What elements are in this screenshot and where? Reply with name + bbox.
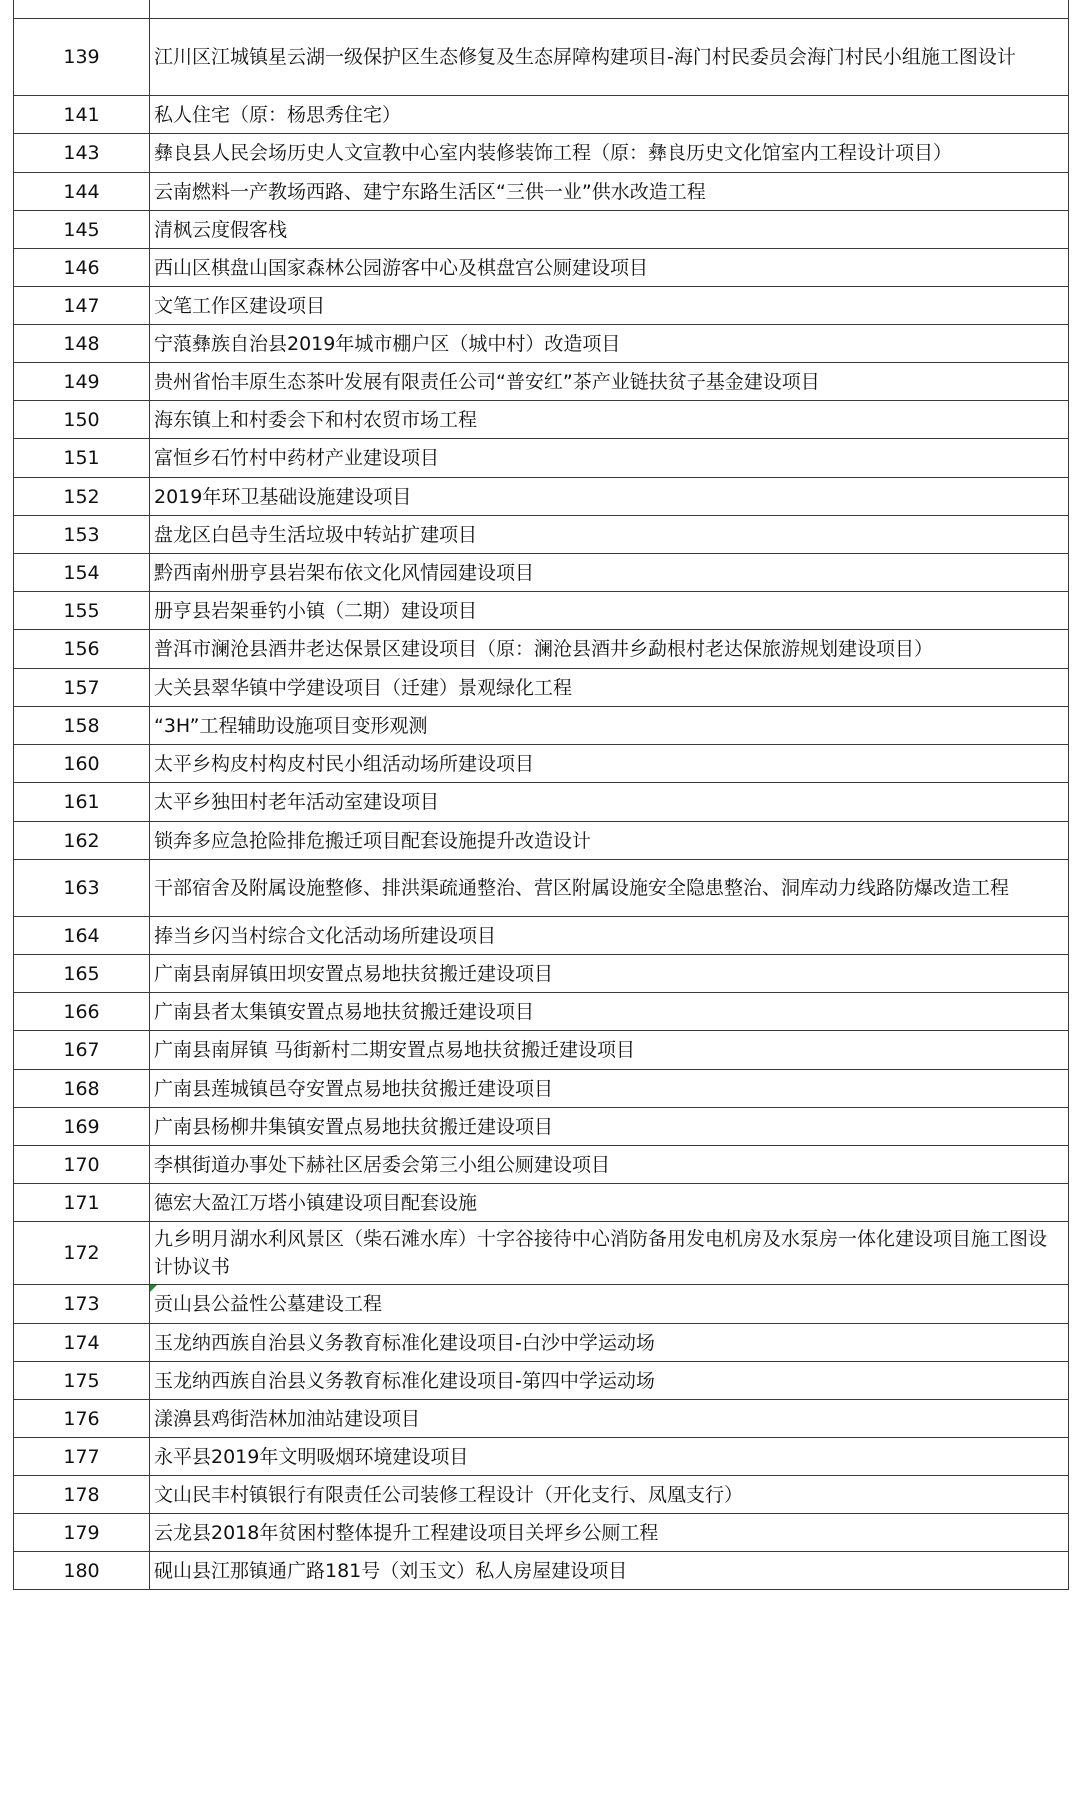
table-row [14,1476,1069,1514]
project-name-cell[interactable] [150,401,1069,439]
row-number-cell[interactable] [14,955,150,993]
row-number: 152 [63,485,100,508]
row-number: 153 [63,523,100,546]
row-number: 143 [63,142,100,164]
project-name: 云南燃料一产教场西路、建宁东路生活区“三供一业”供水改造工程 [154,180,706,203]
project-name-cell[interactable] [150,249,1069,287]
row-number-cell[interactable] [14,173,150,211]
table-row [14,439,1069,478]
project-name: 砚山县江那镇通广路181号（刘玉文）私人房屋建设项目 [154,1559,628,1582]
row-number-cell[interactable] [14,1362,150,1400]
project-name-cell[interactable] [150,1324,1069,1362]
row-number: 160 [63,752,100,775]
table-row [14,1324,1069,1362]
table-row [14,669,1069,707]
project-name: 贵州省怡丰原生态茶叶发展有限责任公司“普安红”茶产业链扶贫子基金建设项目 [154,370,820,393]
row-number-cell[interactable] [14,211,150,249]
row-number-cell[interactable] [14,478,150,516]
row-number: 161 [63,791,100,813]
row-number-cell[interactable] [14,993,150,1031]
project-name: 私人住宅（原：杨思秀住宅） [154,103,402,126]
project-name-cell[interactable] [150,516,1069,554]
project-name-cell[interactable] [150,1222,1069,1285]
project-name-cell[interactable] [150,554,1069,592]
project-name: 清枫云度假客栈 [154,218,288,241]
project-name: 大关县翠华镇中学建设项目（迁建）景观绿化工程 [154,676,573,699]
table-row [14,401,1069,439]
table-row [14,325,1069,363]
row-number-cell[interactable] [14,707,150,745]
project-table-body [14,0,1069,1590]
project-name-cell[interactable] [150,860,1069,917]
table-row [14,249,1069,287]
row-number: 175 [63,1369,100,1392]
project-name-cell[interactable] [150,439,1069,478]
project-name-cell[interactable] [150,1108,1069,1146]
row-number: 139 [63,46,100,68]
project-name-cell[interactable] [150,669,1069,707]
project-name: 广南县莲城镇邑夺安置点易地扶贫搬迁建设项目 [154,1077,554,1100]
row-number: 167 [63,1039,100,1061]
table-row [14,993,1069,1031]
row-number: 149 [63,370,100,393]
row-number-cell[interactable] [14,1184,150,1222]
row-number-cell[interactable] [14,1476,150,1514]
project-table [13,0,1069,1590]
project-name: 2019年环卫基础设施建设项目 [154,485,412,508]
project-name-cell[interactable] [150,1070,1069,1108]
table-row [14,630,1069,669]
row-number: 156 [63,638,100,660]
row-number-cell[interactable] [14,287,150,325]
project-name-cell[interactable] [150,592,1069,630]
row-number: 166 [63,1000,100,1023]
project-name-cell[interactable] [150,1031,1069,1070]
project-name: “3H”工程辅助设施项目变形观测 [154,714,428,737]
row-number-cell[interactable] [14,96,150,134]
row-number-cell[interactable] [14,325,150,363]
row-number-cell[interactable] [14,783,150,822]
row-number: 158 [63,714,100,737]
table-row [14,1146,1069,1184]
table-row [14,173,1069,211]
project-name: 富恒乡石竹村中药材产业建设项目 [154,447,440,469]
row-number-cell[interactable] [14,1438,150,1476]
row-number: 145 [63,218,100,241]
row-number-cell[interactable] [14,1324,150,1362]
project-name-cell[interactable] [150,993,1069,1031]
row-number: 173 [63,1293,100,1315]
row-number: 178 [63,1483,100,1506]
project-name-cell[interactable] [150,1362,1069,1400]
table-row [14,478,1069,516]
row-number-cell[interactable] [14,1222,150,1285]
project-name-cell[interactable] [150,211,1069,249]
project-name: 普洱市澜沧县酒井老达保景区建设项目（原：澜沧县酒井乡勐根村老达保旅游规划建设项目） [154,638,934,660]
row-number: 169 [63,1115,100,1138]
project-name: 宁蒗彝族自治县2019年城市棚户区（城中村）改造项目 [154,332,621,355]
row-number-cell[interactable] [14,1031,150,1070]
row-number: 174 [63,1331,100,1354]
row-number: 141 [63,103,100,126]
table-row [14,1552,1069,1590]
row-number: 150 [63,408,100,431]
row-number: 171 [63,1191,100,1214]
row-number: 155 [63,599,100,622]
row-number-cell[interactable] [14,917,150,955]
row-number-cell[interactable] [14,1285,150,1324]
row-number: 164 [63,924,100,947]
row-number: 168 [63,1077,100,1100]
table-row [14,592,1069,630]
row-number: 180 [63,1559,100,1582]
table-row [14,1362,1069,1400]
table-row [14,1070,1069,1108]
row-number-cell[interactable] [14,0,150,19]
project-name-cell[interactable] [150,1146,1069,1184]
row-number-cell[interactable] [14,439,150,478]
table-row [14,955,1069,993]
project-name-cell[interactable] [150,822,1069,860]
row-number-cell[interactable] [14,745,150,783]
project-name: 永平县2019年文明吸烟环境建设项目 [154,1445,469,1468]
project-name-cell[interactable] [150,917,1069,955]
row-number-cell[interactable] [14,860,150,917]
table-row [14,1031,1069,1070]
project-name: 黔西南州册亨县岩架布依文化风情园建设项目 [154,561,535,584]
project-name: 册亨县岩架垂钓小镇（二期）建设项目 [154,599,478,622]
row-number-cell[interactable] [14,19,150,96]
table-row [14,917,1069,955]
project-name-cell[interactable] [150,0,1069,19]
row-number-cell[interactable] [14,822,150,860]
row-number: 144 [63,180,100,203]
project-name-cell[interactable] [150,134,1069,173]
project-name-cell[interactable] [150,1400,1069,1438]
row-number: 162 [63,829,100,852]
row-number-cell[interactable] [14,1146,150,1184]
project-name-cell[interactable] [150,325,1069,363]
project-name: 广南县者太集镇安置点易地扶贫搬迁建设项目 [154,1000,535,1023]
project-name-cell[interactable] [150,287,1069,325]
row-number-cell[interactable] [14,1552,150,1590]
project-name-cell[interactable] [150,630,1069,669]
table-row [14,363,1069,401]
row-number-cell[interactable] [14,1514,150,1552]
project-name-cell[interactable] [150,1552,1069,1590]
row-number: 172 [63,1242,100,1264]
table-row [14,211,1069,249]
row-number-cell[interactable] [14,592,150,630]
row-number-cell[interactable] [14,249,150,287]
table-row [14,19,1069,96]
project-name: 德宏大盈江万塔小镇建设项目配套设施 [154,1191,478,1214]
project-name: 云龙县2018年贫困村整体提升工程建设项目关坪乡公厕工程 [154,1521,659,1544]
table-row [14,745,1069,783]
table-row [14,860,1069,917]
project-name: 锁奔多应急抢险排危搬迁项目配套设施提升改造设计 [154,829,592,852]
project-name: 太平乡独田村老年活动室建设项目 [154,791,440,813]
project-name: 广南县南屏镇田坝安置点易地扶贫搬迁建设项目 [154,962,554,985]
row-number: 148 [63,332,100,355]
row-number: 177 [63,1445,100,1468]
project-name-cell[interactable] [150,96,1069,134]
row-number-cell[interactable] [14,1070,150,1108]
project-name: 江川区江城镇星云湖一级保护区生态修复及生态屏障构建项目-海门村民委员会海门村民小组施工图设计 [154,46,1016,68]
project-name: 文笔工作区建设项目 [154,294,326,317]
table-row [14,96,1069,134]
row-number: 146 [63,256,100,279]
table-row [14,822,1069,860]
table-row [14,707,1069,745]
row-number-cell[interactable] [14,363,150,401]
project-name: 海东镇上和村委会下和村农贸市场工程 [154,408,478,431]
project-name: 彝良县人民会场历史人文宣教中心室内装修装饰工程（原：彝良历史文化馆室内工程设计项目） [154,142,953,164]
table-row [14,1438,1069,1476]
row-number-cell[interactable] [14,134,150,173]
table-row [14,554,1069,592]
table-row [14,134,1069,173]
project-name: 漾濞县鸡街浩林加油站建设项目 [154,1407,421,1430]
row-number: 170 [63,1153,100,1176]
project-name-cell[interactable] [150,707,1069,745]
row-number: 176 [63,1407,100,1430]
project-name: 太平乡构皮村构皮村民小组活动场所建设项目 [154,752,535,775]
row-number-cell[interactable] [14,1400,150,1438]
cell-comment-marker-icon [150,1285,157,1292]
project-name: 李棋街道办事处下赫社区居委会第三小组公厕建设项目 [154,1153,611,1176]
project-name: 广南县南屏镇 马街新村二期安置点易地扶贫搬迁建设项目 [154,1039,636,1061]
table-row [14,1285,1069,1324]
project-name-cell[interactable] [150,1476,1069,1514]
project-name: 捧当乡闪当村综合文化活动场所建设项目 [154,924,497,947]
row-number: 154 [63,561,100,584]
table-row [14,287,1069,325]
row-number-cell[interactable] [14,516,150,554]
table-row [14,1514,1069,1552]
row-number-cell[interactable] [14,401,150,439]
row-number-cell[interactable] [14,1108,150,1146]
row-number: 165 [63,962,100,985]
project-name-cell[interactable] [150,19,1069,96]
project-name-cell[interactable] [150,363,1069,401]
project-name-cell[interactable] [150,1184,1069,1222]
table-row [14,1400,1069,1438]
table-row [14,516,1069,554]
project-name: 贡山县公益性公墓建设工程 [154,1293,383,1315]
table-row [14,0,1069,19]
project-name: 干部宿舍及附属设施整修、排洪渠疏通整治、营区附属设施安全隐患整治、洞库动力线路防爆改造工程 [154,877,1010,899]
table-row [14,1108,1069,1146]
project-name-cell[interactable] [150,955,1069,993]
project-name-cell[interactable] [150,173,1069,211]
table-row [14,1184,1069,1222]
project-name-cell[interactable] [150,1438,1069,1476]
project-name-cell[interactable] [150,1514,1069,1552]
table-row [14,783,1069,822]
project-name-cell[interactable] [150,783,1069,822]
row-number: 147 [63,294,100,317]
project-name: 玉龙纳西族自治县义务教育标准化建设项目-第四中学运动场 [154,1369,655,1392]
table-row [14,1222,1069,1285]
project-name-cell[interactable] [150,478,1069,516]
row-number-cell[interactable] [14,669,150,707]
project-name: 广南县杨柳井集镇安置点易地扶贫搬迁建设项目 [154,1115,554,1138]
project-name-cell[interactable] [150,1285,1069,1324]
row-number: 163 [63,877,100,899]
row-number: 157 [63,676,100,699]
project-name: 盘龙区白邑寺生活垃圾中转站扩建项目 [154,523,478,546]
project-name: 玉龙纳西族自治县义务教育标准化建设项目-白沙中学运动场 [154,1331,655,1354]
project-name: 九乡明月湖水利风景区（柴石滩水库）十字谷接待中心消防备用发电机房及水泵房一体化建设项目施工图设计协议书 [154,1228,1048,1278]
row-number: 151 [63,447,100,469]
project-name: 文山民丰村镇银行有限责任公司装修工程设计（开化支行、凤凰支行） [154,1483,744,1506]
project-name: 西山区棋盘山国家森林公园游客中心及棋盘宫公厕建设项目 [154,256,649,279]
project-name-cell[interactable] [150,745,1069,783]
row-number-cell[interactable] [14,630,150,669]
row-number: 179 [63,1521,100,1544]
row-number-cell[interactable] [14,554,150,592]
